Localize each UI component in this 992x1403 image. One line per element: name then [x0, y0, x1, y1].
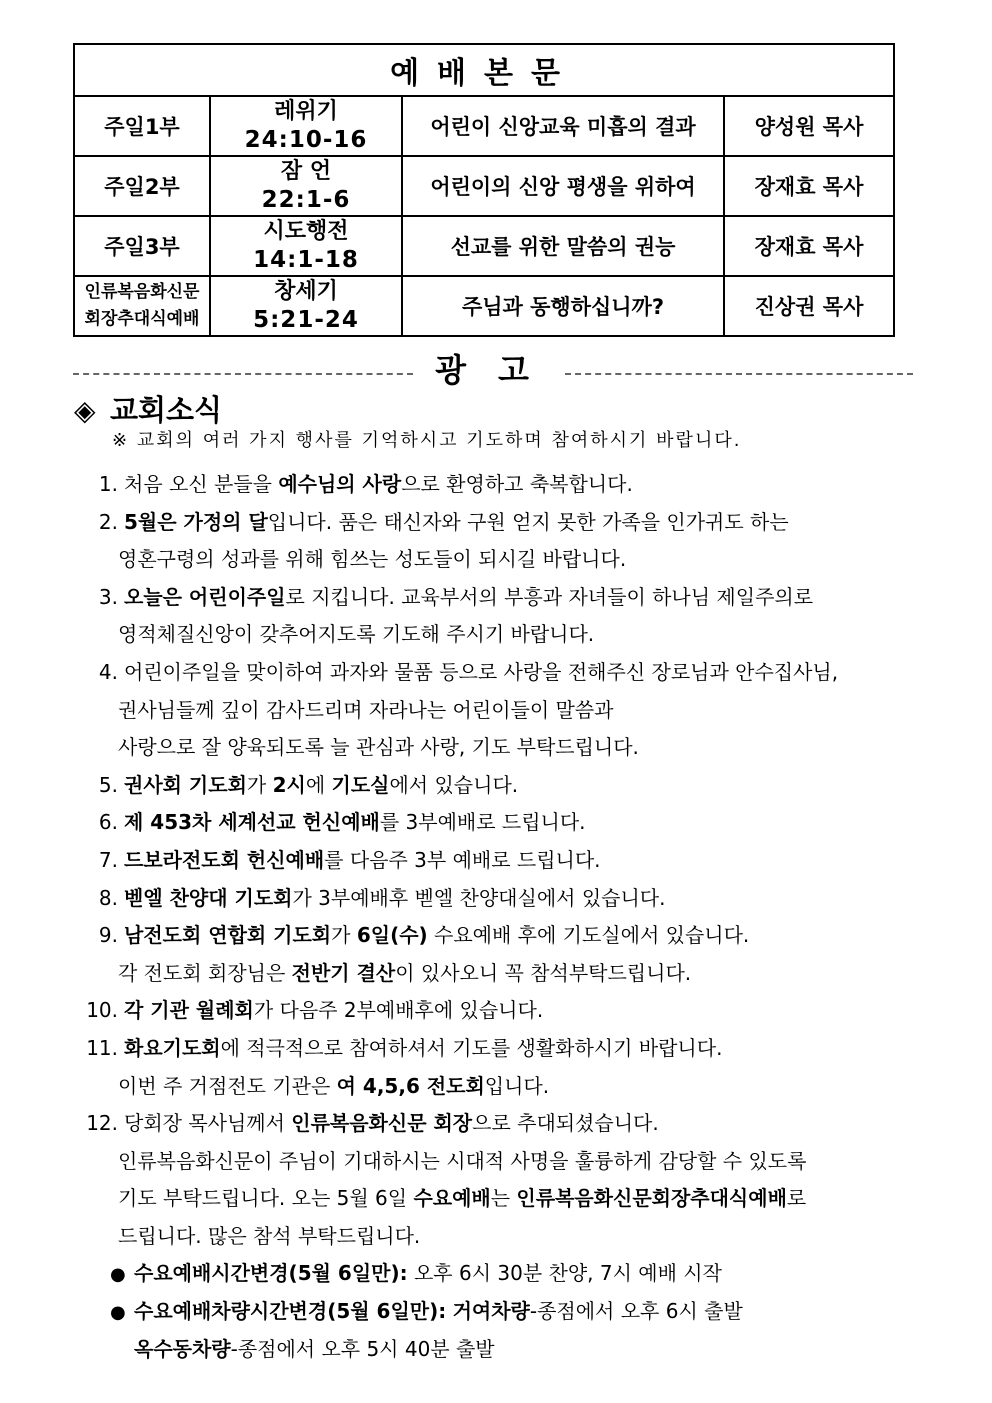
emphasis: 전반기 결산	[291, 960, 396, 985]
list-item-continuation: 드립니다. 많은 참석 부탁드립니다.	[118, 1223, 421, 1248]
list-item	[70, 466, 930, 504]
list-item	[70, 1105, 930, 1143]
list-item	[70, 917, 930, 955]
item-number: 7.	[98, 847, 118, 872]
service-name: 주일3부	[74, 216, 210, 276]
item-number: 10.	[86, 998, 118, 1023]
table-row	[74, 276, 894, 336]
item-number: 8.	[98, 885, 118, 910]
announcement-list	[70, 466, 930, 1368]
text: 가 다음주 2부예배후에 있습니다.	[253, 998, 544, 1023]
table-row	[74, 96, 894, 156]
emphasis: 6일(수)	[356, 923, 428, 948]
bullet-item	[70, 1293, 930, 1331]
diamond-icon: ◈	[74, 394, 96, 427]
scripture-book: 시도행전	[263, 219, 349, 244]
emphasis: 벧엘 찬양대 기도회	[124, 885, 293, 910]
sermon-title: 어린이의 신앙 평생을 위하여	[402, 156, 724, 216]
text: 입니다. 품은 태신자와 구원 얻지 못한 가족을 인가귀도 하는	[267, 509, 789, 534]
text: 가	[331, 923, 357, 948]
table-row	[74, 216, 894, 276]
text: 기도 부탁드립니다. 오는 5월 6일	[118, 1186, 414, 1211]
list-item-continuation: 영혼구령의 성과를 위해 힘쓰는 성도들이 되시길 바랍니다.	[118, 547, 627, 572]
scripture-book: 잠 언	[280, 159, 332, 184]
text: 에 적극적으로 참여하셔서 기도를 생활화하시기 바랍니다.	[220, 1035, 723, 1060]
text: 로 지킵니다. 교육부서의 부흥과 자녀들이 하나님 제일주의로	[285, 584, 814, 609]
text: 는	[490, 1186, 517, 1211]
text: 오후 6시 30분 찬양, 7시 예배 시작	[407, 1261, 722, 1286]
text: -종점에서 오후 6시 출발	[529, 1299, 743, 1324]
preacher: 장재효 목사	[724, 216, 894, 276]
text: 어린이주일을 맞이하여 과자와 물품 등으로 사랑을 전해주신 장로님과 안수집사님,	[124, 659, 839, 684]
list-item	[70, 579, 930, 617]
scripture-ref: 24:10-16	[244, 127, 368, 153]
emphasis: 권사회 기도회	[124, 772, 247, 797]
list-item	[70, 504, 930, 542]
table-row	[74, 156, 894, 216]
emphasis: 인류복음화신문 회장	[291, 1111, 473, 1136]
list-item	[70, 842, 930, 880]
service-name: 주일2부	[74, 156, 210, 216]
text: 당회장 목사님께서	[124, 1111, 292, 1136]
scripture	[210, 276, 402, 336]
service-name-line: 회장추대식예배	[84, 309, 200, 329]
emphasis: 기도실	[331, 772, 390, 797]
emphasis: 거여차량	[452, 1299, 530, 1324]
list-item	[70, 992, 930, 1030]
scripture-book: 레위기	[274, 99, 338, 124]
list-item-continuation: 인류복음화신문이 주님이 기대하시는 시대적 사명을 훌륭하게 감당할 수 있도록	[118, 1148, 807, 1173]
text: 각 전도회 회장님은	[118, 960, 292, 985]
emphasis: 오늘은 어린이주일	[124, 584, 286, 609]
text: 수요예배 후에 기도실에서 있습니다.	[427, 923, 750, 948]
emphasis: 2시	[272, 772, 306, 797]
service-name-line: 인류복음화신문	[84, 282, 200, 302]
scripture	[210, 156, 402, 216]
item-number: 3.	[98, 584, 118, 609]
divider	[565, 373, 913, 375]
emphasis: 남전도회 연합회 기도회	[124, 923, 332, 948]
scripture	[210, 216, 402, 276]
item-number: 5.	[98, 772, 118, 797]
text: 로	[786, 1186, 807, 1211]
emphasis: 화요기도회	[124, 1035, 221, 1060]
item-number: 9.	[98, 923, 118, 948]
text: 에서 있습니다.	[389, 772, 519, 797]
sermon-title: 선교를 위한 말씀의 권능	[402, 216, 724, 276]
emphasis: 여 4,5,6 전도회	[336, 1073, 485, 1098]
text: 으로 추대되셨습니다.	[472, 1111, 659, 1136]
text: 가	[246, 772, 273, 797]
text: 처음 오신 분들을	[124, 472, 279, 496]
text: 이번 주 거점전도 기관은	[118, 1073, 337, 1098]
preacher: 양성원 목사	[724, 96, 894, 156]
list-item-continuation	[70, 1068, 930, 1106]
bullet-icon: ●	[110, 1302, 126, 1324]
emphasis: 수요예배차량시간변경(5월 6일만):	[134, 1299, 447, 1324]
service-name: 주일1부	[74, 96, 210, 156]
preacher: 장재효 목사	[724, 156, 894, 216]
emphasis: 5월은 가정의 달	[124, 509, 268, 534]
scripture-book: 창세기	[274, 279, 338, 304]
item-number: 1.	[98, 472, 118, 496]
item-number: 2.	[98, 509, 118, 534]
sermon-title: 주님과 동행하십니까?	[402, 276, 724, 336]
emphasis: 인류복음화신문회장추대식예배	[516, 1186, 787, 1211]
emphasis: 수요예배시간변경(5월 6일만):	[134, 1261, 408, 1286]
text: 를 3부예배로 드립니다.	[379, 810, 586, 835]
list-item	[70, 767, 930, 805]
list-item-continuation: 영적체질신앙이 갖추어지도록 기도해 주시기 바랍니다.	[118, 622, 595, 647]
text: 가 3부예배후 벧엘 찬양대실에서 있습니다.	[292, 885, 666, 910]
list-item	[70, 804, 930, 842]
scripture	[210, 96, 402, 156]
ads-heading-text: 광고	[435, 351, 561, 389]
emphasis: 예수님의 사랑	[278, 472, 402, 496]
notice-note: ※ 교회의 여러 가지 행사를 기억하시고 기도하며 참여하시기 바랍니다.	[112, 430, 742, 451]
list-item-continuation: 권사님들께 깊이 감사드리며 자라나는 어린이들이 말씀과	[118, 697, 614, 722]
list-item-continuation	[70, 1180, 930, 1218]
emphasis: 옥수동차량	[134, 1336, 231, 1361]
section-title-text: 교회소식	[110, 393, 223, 427]
item-number: 12.	[86, 1111, 118, 1136]
emphasis: 드보라전도회 헌신예배	[124, 847, 325, 872]
list-item-continuation: 사랑으로 잘 양육되도록 늘 관심과 사랑, 기도 부탁드립니다.	[118, 735, 639, 760]
bullet-icon: ●	[110, 1264, 126, 1286]
service-table	[73, 43, 895, 337]
divider	[73, 373, 413, 375]
bullet-item	[70, 1255, 930, 1293]
list-item	[70, 1030, 930, 1068]
text: 에	[305, 772, 332, 797]
text: -종점에서 오후 5시 40분 출발	[230, 1336, 495, 1361]
text: 를 다음주 3부 예배로 드립니다.	[324, 847, 601, 872]
scripture-ref: 14:1-18	[253, 247, 359, 273]
preacher: 진상권 목사	[724, 276, 894, 336]
item-number: 11.	[86, 1035, 118, 1060]
emphasis: 제 453차 세계선교 헌신예배	[124, 810, 380, 835]
list-item-continuation	[70, 955, 930, 993]
scripture-ref: 5:21-24	[253, 307, 359, 333]
list-item	[70, 654, 930, 692]
emphasis: 수요예배	[413, 1186, 491, 1211]
item-number: 4.	[98, 659, 118, 684]
bullet-item-continuation	[70, 1331, 930, 1369]
text: 입니다.	[484, 1073, 550, 1098]
item-number: 6.	[98, 810, 118, 835]
text: 이 있사오니 꼭 참석부탁드립니다.	[395, 960, 692, 985]
service-name	[74, 276, 210, 336]
ads-heading	[73, 345, 913, 389]
sermon-title: 어린이 신앙교육 미흡의 결과	[402, 96, 724, 156]
section-title	[74, 388, 222, 429]
list-item	[70, 880, 930, 918]
scripture-ref: 22:1-6	[261, 187, 351, 213]
service-table-title: 예배본문	[74, 44, 894, 96]
text: 으로 환영하고 축복합니다.	[401, 472, 633, 496]
emphasis: 각 기관 월례회	[124, 998, 254, 1023]
